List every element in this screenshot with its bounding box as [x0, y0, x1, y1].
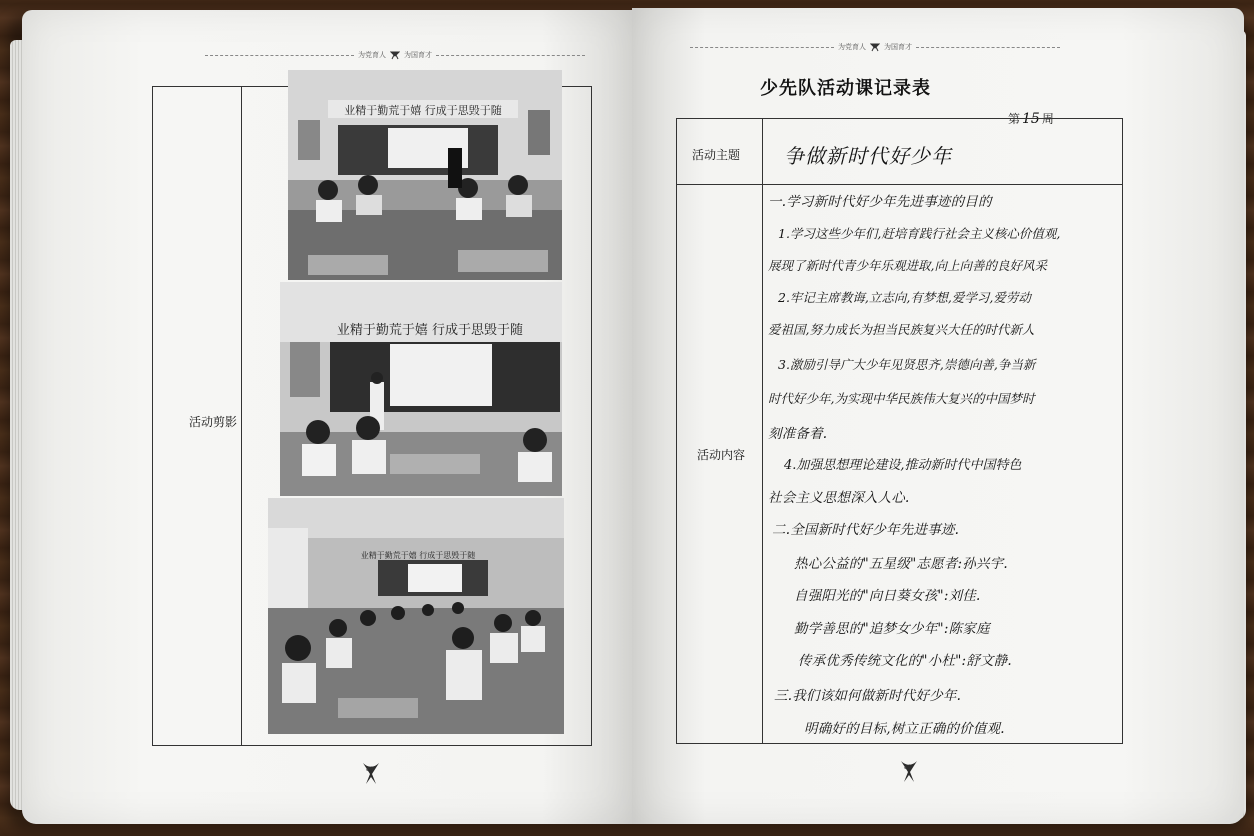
content-line: 展现了新时代青少年乐观进取,向上向善的良好风采	[768, 258, 1047, 273]
header-dots	[916, 47, 1060, 48]
scarf-logo-icon	[870, 42, 880, 52]
content-line: 时代好少年,为实现中华民族伟大复兴的中国梦时	[768, 391, 1035, 406]
content-line: 2.牢记主席教诲,立志向,有梦想,爱学习,爱劳动	[778, 290, 1031, 305]
content-line: 明确好的目标,树立正确的价值观.	[804, 721, 1005, 737]
week-prefix: 第	[1008, 112, 1021, 126]
content-line: 二.全国新时代好少年先进事迹.	[772, 522, 960, 538]
classroom-banner: 业精于勤荒于嬉 行成于思毁于随	[360, 551, 476, 560]
scarf-logo-icon	[390, 50, 400, 60]
header-text-1: 为党育人	[838, 43, 866, 51]
content-line: 勤学善思的"追梦女少年":陈家庭	[794, 621, 990, 637]
content-line: 三.我们该如何做新时代好少年.	[774, 688, 962, 704]
classroom-banner: 业精于勤荒于嬉 行成于思毁于随	[344, 104, 502, 117]
content-line: 刻准备着.	[768, 426, 828, 442]
content-label: 活动内容	[697, 448, 746, 462]
week-value: 15	[1022, 111, 1040, 127]
content-line: 4.加强思想理论建设,推动新时代中国特色	[784, 458, 1022, 473]
header-dots	[690, 47, 834, 48]
activity-photo-2	[280, 282, 562, 496]
theme-value: 争做新时代好少年	[784, 144, 952, 168]
content-line: 社会主义思想深入人心.	[768, 490, 910, 506]
header-text-2: 为国育才	[884, 43, 912, 51]
header-text-2: 为国育才	[404, 51, 432, 59]
scarf-footer-logo-icon	[898, 758, 920, 784]
left-page-number: 88	[366, 766, 374, 773]
theme-label: 活动主题	[692, 148, 741, 162]
classroom-banner: 业精于勤荒于嬉 行成于思毁于随	[336, 323, 524, 338]
week-suffix: 周	[1041, 112, 1054, 126]
content-line: 3.激励引导广大少年见贤思齐,崇德向善,争当新	[778, 357, 1036, 372]
record-form-title: 少先队活动课记录表	[760, 78, 931, 99]
left-page-header	[205, 50, 585, 60]
content-line: 传承优秀传统文化的"小杜":舒文静.	[798, 653, 1012, 669]
scarf-footer-logo-icon	[360, 760, 382, 786]
content-line: 一.学习新时代好少年先进事迹的目的	[768, 194, 992, 210]
header-dots	[205, 55, 354, 56]
content-line: 自强阳光的"向日葵女孩":刘佳.	[794, 588, 981, 604]
header-dots	[436, 55, 585, 56]
right-page-number: 89	[904, 764, 912, 771]
right-page-header	[690, 42, 1060, 52]
activity-photo-3	[268, 498, 564, 734]
label-column-divider	[762, 119, 763, 743]
photos-label: 活动剪影	[189, 415, 238, 429]
content-line: 热心公益的"五星级"志愿者:孙兴宇.	[794, 556, 1008, 572]
header-text-1: 为党育人	[358, 51, 386, 59]
content-line: 1.学习这些少年们,赶培育践行社会主义核心价值观,	[778, 226, 1061, 241]
activity-photo-1	[288, 70, 562, 280]
content-line: 爱祖国,努力成长为担当民族复兴大任的时代新人	[768, 322, 1035, 337]
